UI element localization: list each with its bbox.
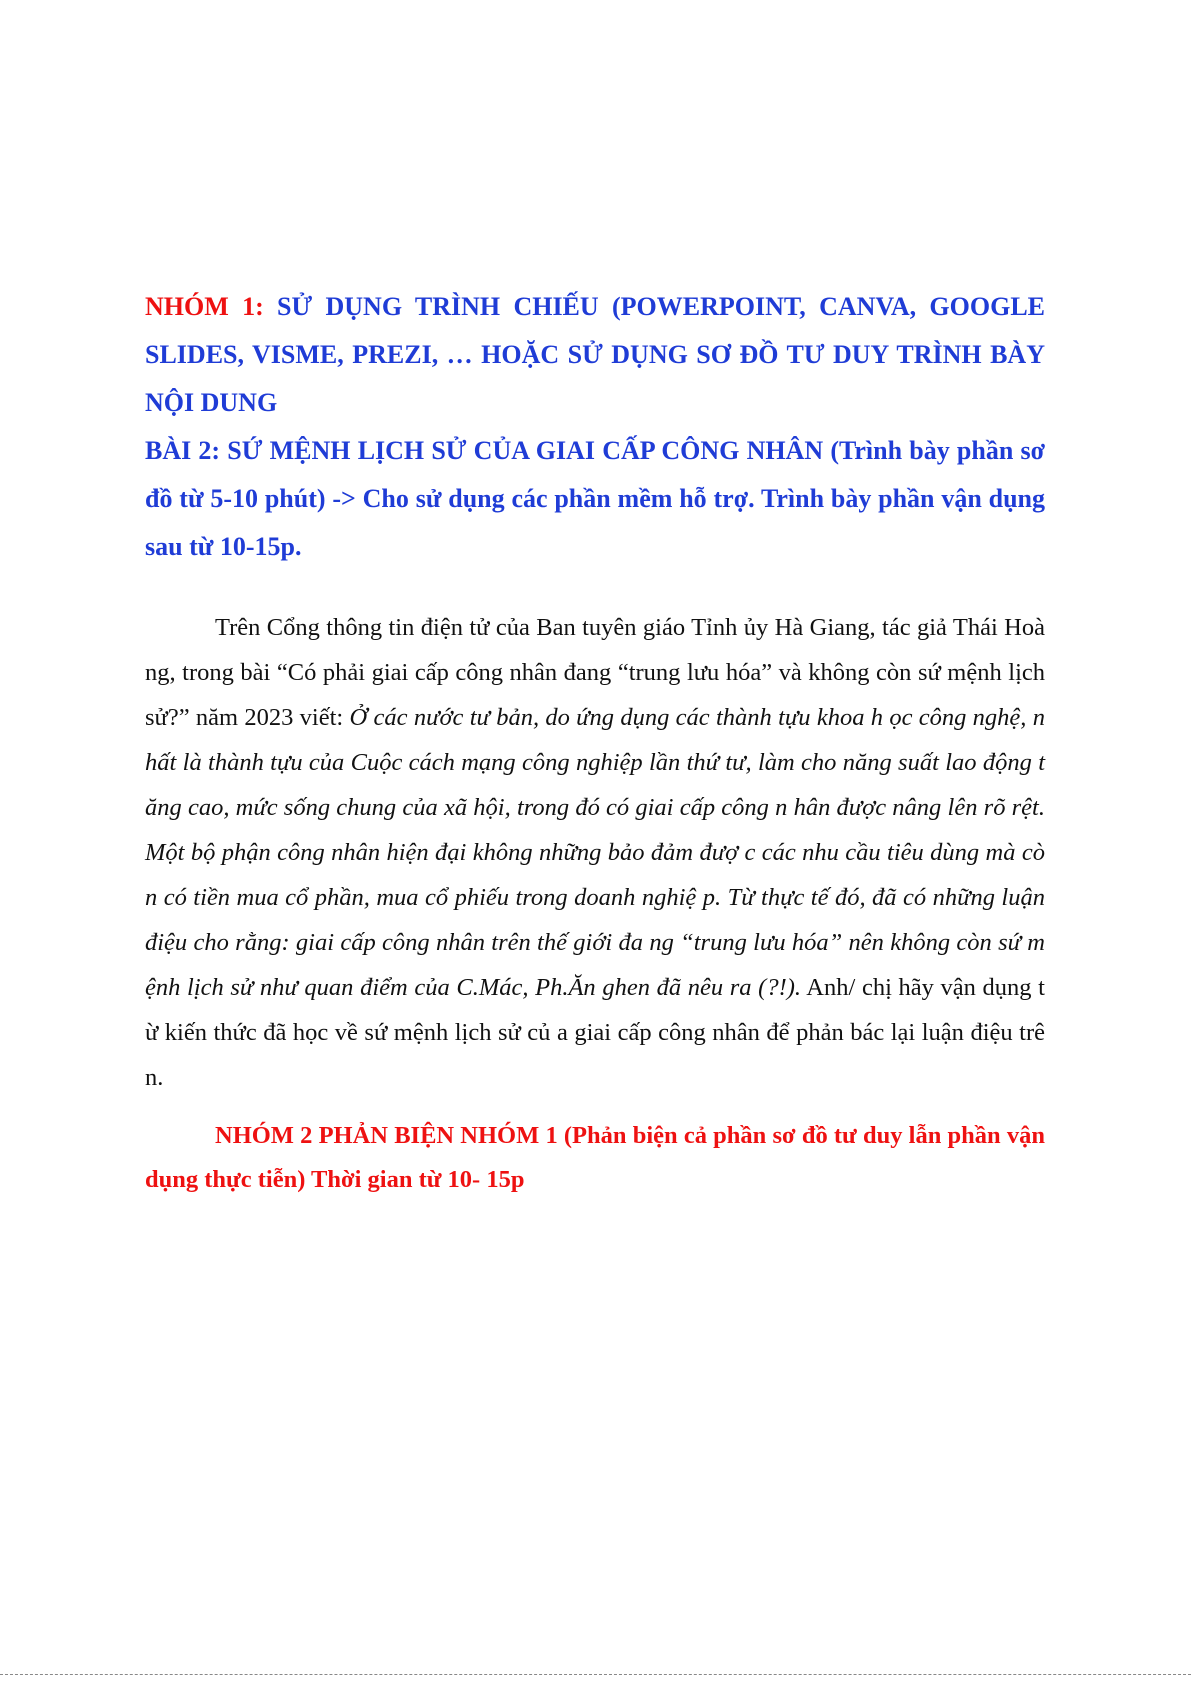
assignment-paragraph — [145, 605, 1045, 1100]
paragraph-closing: Anh/ chị hãy vận dụng từ kiến thức đã học về sứ mệnh lịch sử củ a giai cấp công nhân để phản bác lại luận điệu trên. — [145, 974, 1045, 1091]
group1-heading-text: SỬ DỤNG TRÌNH CHIẾU (POWERPOINT, CANVA, GOOGLE SLIDES, VISME, PREZI, … HOẶC SỬ DỤNG SƠ ĐỒ TƯ DUY TRÌNH BÀY NỘI DUNG — [145, 292, 1045, 417]
lesson-heading: BÀI 2: SỨ MỆNH LỊCH SỬ CỦA GIAI CẤP CÔNG NHÂN (Trình bày phần sơ đồ từ 5-10 phút) -> Cho sử dụng các phần mềm hỗ trợ. Trình bày phần vận dụng sau từ 10-15p. — [145, 436, 1045, 561]
paragraph-intro: Trên Cổng thông tin điện tử của Ban tuyên giáo Tỉnh ủy Hà Giang, tác giả Thái Hoàng, trong bài “Có phải giai cấp công nhân đang “trung lưu hóa” và không còn sứ mệnh lịch sử?” năm 2023 viết: — [145, 614, 1045, 731]
paragraph-quote: Ở các nước tư bản, do ứng dụng các thành tựu khoa h ọc công nghệ, nhất là thành tựu của Cuộc cách mạng công nghiệp lần thứ tư, làm cho năng suất lao động tăng cao, mức sống chung của xã hội, trong đó có giai cấp công n hân được nâng lên rõ rệt. Một bộ phận công nhân hiện đại không những bảo đảm đượ c các nhu cầu tiêu dùng mà còn có tiền mua cổ phần, mua cổ phiếu trong doanh nghiệ p. Từ thực tế đó, đã có những luận điệu cho rằng: giai cấp công nhân trên thế giới đa ng “trung lưu hóa” nên không còn sứ mệnh lịch sử như quan điểm của C.Mác, Ph.Ăn ghen đã nêu ra (?!). — [145, 704, 1045, 1001]
group1-heading — [145, 283, 1045, 427]
document-content — [145, 283, 1045, 1202]
page-bottom-rule — [0, 1674, 1191, 1676]
group1-label: NHÓM 1: — [145, 292, 264, 321]
group2-instruction: NHÓM 2 PHẢN BIỆN NHÓM 1 (Phản biện cả phần sơ đồ tư duy lẫn phần vận dụng thực tiễn) Thời gian từ 10- 15p — [145, 1122, 1045, 1193]
